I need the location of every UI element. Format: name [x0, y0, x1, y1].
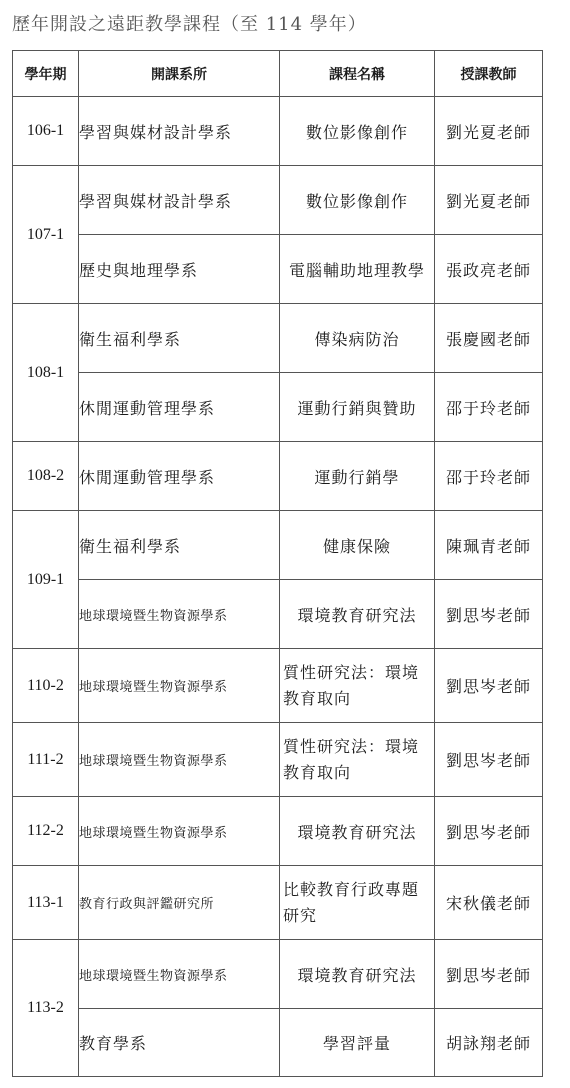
teacher-cell: 宋秋儀老師 [435, 866, 543, 940]
teacher-cell: 劉思岑老師 [435, 723, 543, 797]
course-cell: 學習評量 [280, 1009, 435, 1077]
course-cell: 電腦輔助地理教學 [280, 235, 435, 304]
department-cell: 學習與媒材設計學系 [79, 166, 280, 235]
term-cell: 106-1 [13, 97, 79, 166]
course-cell: 傳染病防治 [280, 304, 435, 373]
course-cell: 運動行銷與贊助 [280, 373, 435, 442]
teacher-cell: 陳珮青老師 [435, 511, 543, 580]
teacher-cell: 胡詠翔老師 [435, 1009, 543, 1077]
teacher-cell: 劉思岑老師 [435, 580, 543, 649]
header-course: 課程名稱 [280, 51, 435, 97]
table-row [13, 511, 543, 580]
course-cell: 健康保險 [280, 511, 435, 580]
teacher-cell: 劉思岑老師 [435, 797, 543, 866]
course-cell: 數位影像創作 [280, 166, 435, 235]
department-cell: 衛生福利學系 [79, 304, 280, 373]
teacher-cell: 張慶國老師 [435, 304, 543, 373]
department-cell: 教育行政與評鑑研究所 [79, 866, 280, 940]
department-cell: 地球環境暨生物資源學系 [79, 940, 280, 1009]
course-cell: 比較教育行政專題研究 [280, 866, 435, 940]
teacher-cell: 張政亮老師 [435, 235, 543, 304]
course-cell: 運動行銷學 [280, 442, 435, 511]
term-cell: 113-2 [13, 940, 79, 1077]
table-row [13, 97, 543, 166]
course-cell: 數位影像創作 [280, 97, 435, 166]
header-teacher: 授課教師 [435, 51, 543, 97]
term-cell: 110-2 [13, 649, 79, 723]
department-cell: 休閒運動管理學系 [79, 442, 280, 511]
page-title: 歷年開設之遠距教學課程（至 114 學年） [12, 14, 367, 35]
course-cell: 質性研究法：環境教育取向 [280, 723, 435, 797]
term-cell: 113-1 [13, 866, 79, 940]
department-cell: 地球環境暨生物資源學系 [79, 580, 280, 649]
teacher-cell: 劉思岑老師 [435, 649, 543, 723]
teacher-cell: 劉光夏老師 [435, 97, 543, 166]
table-row [13, 723, 543, 797]
term-cell: 108-2 [13, 442, 79, 511]
table-row [13, 235, 543, 304]
department-cell: 地球環境暨生物資源學系 [79, 797, 280, 866]
teacher-cell: 劉思岑老師 [435, 940, 543, 1009]
course-cell: 環境教育研究法 [280, 940, 435, 1009]
department-cell: 歷史與地理學系 [79, 235, 280, 304]
table-row [13, 866, 543, 940]
department-cell: 地球環境暨生物資源學系 [79, 723, 280, 797]
header-department: 開課系所 [79, 51, 280, 97]
table-row [13, 649, 543, 723]
table-row [13, 940, 543, 1009]
table-row [13, 166, 543, 235]
table-row [13, 373, 543, 442]
term-cell: 112-2 [13, 797, 79, 866]
teacher-cell: 邵于玲老師 [435, 442, 543, 511]
table-row [13, 1009, 543, 1077]
course-cell: 環境教育研究法 [280, 580, 435, 649]
table-row [13, 304, 543, 373]
header-row [13, 51, 543, 97]
department-cell: 學習與媒材設計學系 [79, 97, 280, 166]
teacher-cell: 邵于玲老師 [435, 373, 543, 442]
department-cell: 教育學系 [79, 1009, 280, 1077]
term-cell: 111-2 [13, 723, 79, 797]
table-row [13, 580, 543, 649]
course-cell: 環境教育研究法 [280, 797, 435, 866]
department-cell: 地球環境暨生物資源學系 [79, 649, 280, 723]
term-cell: 108-1 [13, 304, 79, 442]
department-cell: 休閒運動管理學系 [79, 373, 280, 442]
term-cell: 107-1 [13, 166, 79, 304]
table-row [13, 442, 543, 511]
department-cell: 衛生福利學系 [79, 511, 280, 580]
teacher-cell: 劉光夏老師 [435, 166, 543, 235]
term-cell: 109-1 [13, 511, 79, 649]
table-row [13, 797, 543, 866]
header-term: 學年期 [13, 51, 79, 97]
course-cell: 質性研究法：環境教育取向 [280, 649, 435, 723]
course-table [12, 50, 543, 1077]
